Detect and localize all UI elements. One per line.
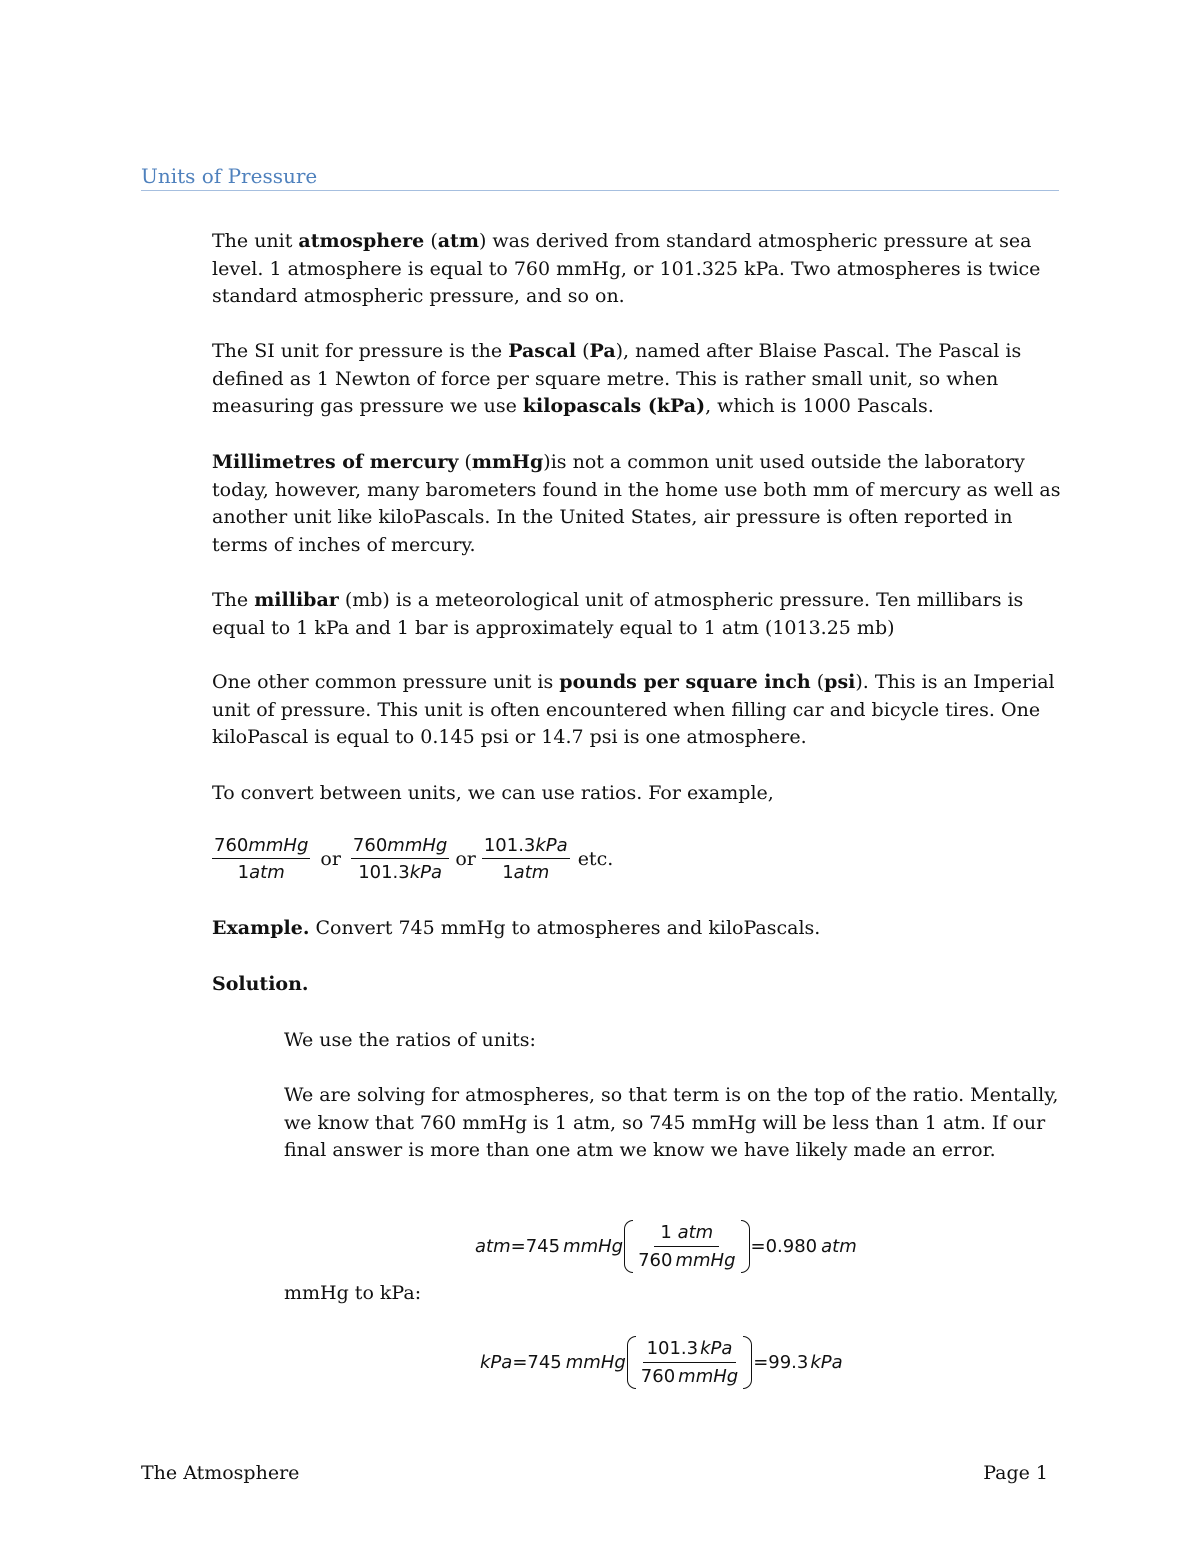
right-paren <box>741 1220 750 1273</box>
solution-step-ratios: We use the ratios of units: <box>284 1029 536 1051</box>
text: )is not a common unit used outside the laboratory today, however, many barometers found in the home use both mm of mercury as well as another unit like kiloPascals. In the United States, air pressure is often reported in terms of inches of mercury. <box>212 451 1061 556</box>
term-pascal: Pascal <box>508 340 577 362</box>
denominator <box>236 859 287 883</box>
solution-heading <box>212 971 1072 999</box>
ratio-kpa-atm <box>482 835 570 883</box>
unit: kPa <box>409 862 443 883</box>
number: 760 <box>638 1250 673 1271</box>
etc-word: etc. <box>577 848 614 870</box>
text: ( <box>810 671 825 693</box>
unit: mmHg <box>248 835 309 856</box>
term-kilopascals: kilopascals (kPa) <box>522 395 706 418</box>
result-number: 0.980 <box>765 1236 818 1257</box>
text: The <box>212 589 255 611</box>
ratio-mmhg-kpa <box>351 835 449 883</box>
result-number: 99.3 <box>768 1352 809 1373</box>
text: ). This is an Imperial unit of pressure. This unit is often encountered when filling car and bicycle tires. One kiloPascal is equal to 0.145 psi or 14.7 psi is one atmosphere. <box>212 671 1055 749</box>
solution-step-kpa: mmHg to kPa: <box>284 1282 422 1304</box>
number: 745 <box>527 1352 562 1373</box>
unit: kPa <box>535 835 568 856</box>
unit: atm <box>677 1222 714 1243</box>
number: 1 <box>502 862 514 883</box>
number: 101.3 <box>358 862 410 883</box>
number: 760 <box>352 835 388 856</box>
equation-kpa <box>480 1336 843 1389</box>
fraction <box>633 1220 740 1273</box>
fraction <box>482 835 570 883</box>
parenthesized-fraction <box>624 1220 749 1273</box>
denominator <box>500 859 551 883</box>
text: , which is 1000 Pascals. <box>705 395 934 418</box>
fraction <box>212 835 310 883</box>
unit: atm <box>249 862 285 883</box>
denominator <box>639 1363 740 1387</box>
equation-atm <box>475 1220 857 1273</box>
number: 101.3 <box>483 835 536 856</box>
denominator <box>356 859 444 883</box>
footer-page-number: Page 1 <box>983 1462 1048 1484</box>
number: 101.3 <box>646 1338 699 1359</box>
result-unit: kPa <box>810 1352 843 1373</box>
paragraph-pascal <box>212 338 1072 421</box>
text: The unit <box>212 230 299 252</box>
numerator <box>654 1222 719 1247</box>
numerator <box>482 835 570 859</box>
paragraph-atmosphere <box>212 228 1072 311</box>
or-word: or <box>455 848 476 870</box>
number: 1 <box>660 1222 672 1243</box>
number: 760 <box>214 835 249 856</box>
equation-lhs: kPa <box>480 1352 513 1373</box>
denominator <box>636 1247 737 1271</box>
example-statement <box>212 915 1072 943</box>
text: ), named after Blaise Pascal. The Pascal is defined as 1 Newton of force per square metre. This is rather small unit, so when measuring gas pressure we use <box>212 340 1022 418</box>
term-millimetres-of-mercury: Millimetres of mercury <box>212 451 459 473</box>
text: One other common pressure unit is <box>212 671 560 693</box>
text: ( <box>458 451 472 473</box>
footer-title: The Atmosphere <box>141 1462 300 1484</box>
ratio-examples <box>212 835 621 883</box>
unit: mmHg <box>387 835 448 856</box>
unit: mmHg <box>563 1236 624 1257</box>
text: (mb) is a meteorological unit of atmospheric pressure. Ten millibars is equal to 1 kPa and 1 bar is approximately equal to 1 atm (1013.25 mb) <box>212 589 1024 639</box>
right-paren <box>743 1336 752 1389</box>
equation-lhs: atm <box>475 1236 511 1257</box>
equals-sign: = <box>512 1352 528 1373</box>
term-millibar: millibar <box>254 589 339 611</box>
number: 745 <box>525 1236 561 1257</box>
section-heading: Units of Pressure <box>141 163 1059 191</box>
text: ) was derived from standard atmospheric pressure at sea level. 1 atmosphere is equal to 760 mmHg, or 101.325 kPa. Two atmospheres is twice standard atmospheric pressure, and so on. <box>212 230 1041 308</box>
parenthesized-fraction <box>627 1336 752 1389</box>
paragraph-psi <box>212 669 1072 752</box>
unit: mmHg <box>565 1352 626 1373</box>
ratio-mmhg-atm <box>212 835 310 883</box>
number: 1 <box>237 862 250 883</box>
or-word: or <box>320 848 341 870</box>
text: The SI unit for pressure is the <box>212 340 509 362</box>
term-pounds-per-square-inch: pounds per square inch <box>559 671 811 693</box>
term-atmosphere: atmosphere <box>298 230 425 252</box>
equals-sign: = <box>753 1352 769 1373</box>
example-label-dot: . <box>302 917 310 939</box>
unit: mmHg <box>678 1366 739 1387</box>
text: ( <box>424 230 438 252</box>
paragraph-convert-intro: To convert between units, we can use ratios. For example, <box>212 782 774 804</box>
text: ( <box>576 340 590 362</box>
term-mmhg: mmHg <box>471 451 544 473</box>
solution-reasoning: We are solving for atmospheres, so that term is on the top of the ratio. Mentally, we know that 760 mmHg is 1 atm, so 745 mmHg will be less than 1 atm. If our final answer is more than one atm we know we have likely made an error. <box>284 1084 1059 1162</box>
equals-sign: = <box>510 1236 526 1257</box>
numerator <box>212 835 310 859</box>
term-atm: atm <box>437 230 479 252</box>
equals-sign: = <box>750 1236 766 1257</box>
fraction <box>351 835 449 883</box>
left-paren <box>624 1220 633 1273</box>
example-label: Example <box>212 917 303 939</box>
numerator <box>351 835 449 859</box>
solution-label: Solution. <box>212 973 309 995</box>
numerator <box>643 1338 737 1363</box>
result-unit: atm <box>821 1236 857 1257</box>
term-psi: psi <box>824 671 856 693</box>
unit: atm <box>513 862 550 883</box>
text: Convert 745 mmHg to atmospheres and kiloPascals. <box>309 917 821 939</box>
unit: mmHg <box>675 1250 736 1271</box>
unit: kPa <box>700 1338 733 1359</box>
term-pa: Pa <box>589 340 616 362</box>
fraction <box>636 1336 743 1389</box>
number: 760 <box>640 1366 676 1387</box>
paragraph-mmhg <box>212 449 1072 559</box>
paragraph-millibar <box>212 587 1072 642</box>
left-paren <box>627 1336 636 1389</box>
